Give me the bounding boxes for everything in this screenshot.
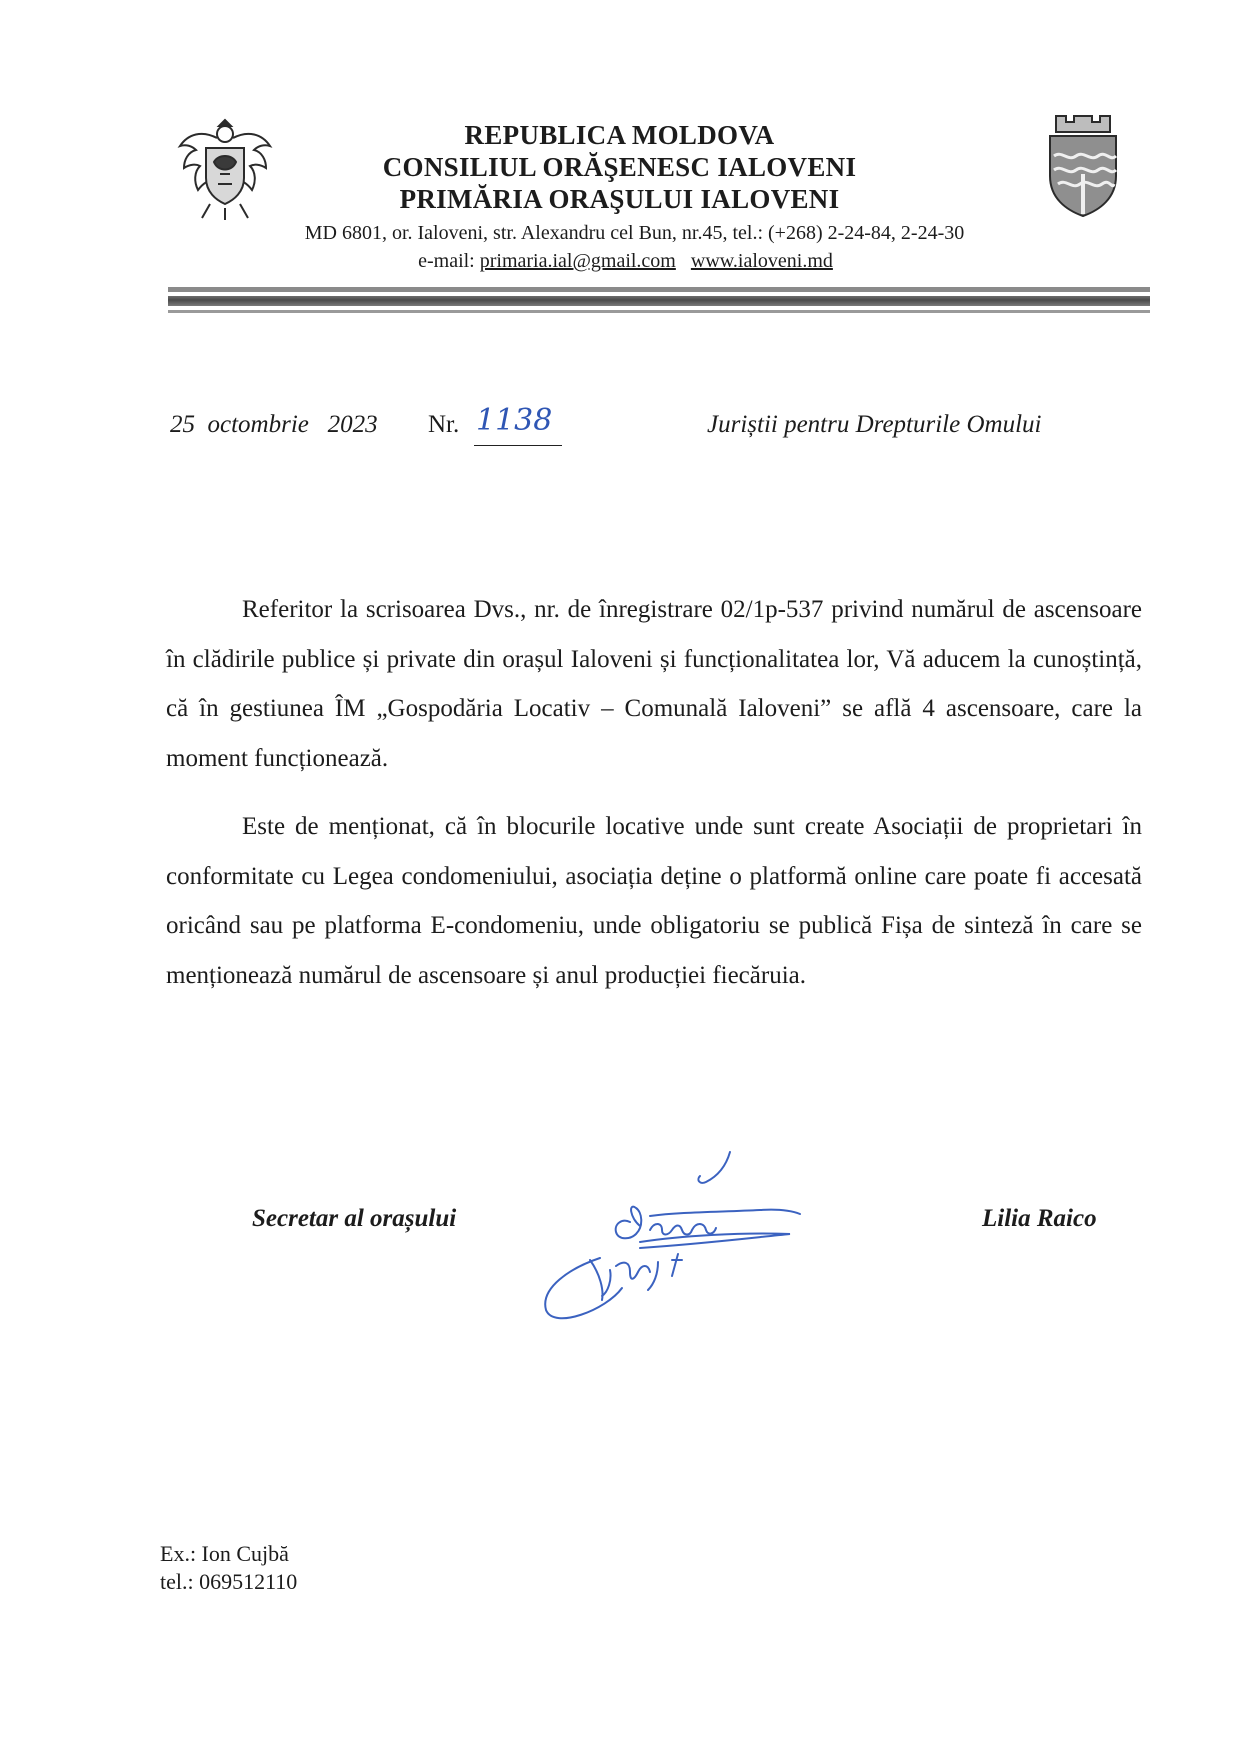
header-republic: REPUBLICA MOLDOVA [464, 120, 775, 150]
nr-label: Nr. [428, 411, 460, 438]
email-link[interactable]: primaria.ial@gmail.com [479, 250, 676, 272]
header-divider-top [168, 287, 1150, 292]
header-divider-main [168, 296, 1150, 306]
executor-name: Ex.: Ion Cujbă [160, 1541, 289, 1566]
letter-recipient: Juriștii pentru Drepturile Omului [707, 411, 1042, 438]
website-link[interactable]: www.ialoveni.md [690, 250, 833, 272]
body-paragraph-1: Referitor la scrisoarea Dvs., nr. de înregistrare 02/1p-537 privind numărul de ascensoare în clădirile publice și private din orașul Ialoveni și funcționalitatea lor, Vă aducem la cunoștință, că în gestiunea ÎM „Gospodăria Locativ – Comunală Ialoveni” se află 4 ascensoare, care la moment funcționează. [166, 596, 1142, 772]
header-mayoralty: PRIMĂRIA ORAŞULUI IALOVENI [399, 184, 840, 214]
header-contacts [0, 249, 1239, 273]
signatory-name: Lilia Raico [982, 1205, 1097, 1232]
executor-phone: tel.: 069512110 [160, 1569, 298, 1594]
registration-number-underline [474, 445, 562, 446]
header-council: CONSILIUL ORĂŞENESC IALOVENI [382, 152, 857, 182]
header-divider-bottom [168, 310, 1150, 313]
signatory-role: Secretar al orașului [252, 1205, 457, 1232]
header-address: MD 6801, or. Ialoveni, str. Alexandru cel Bun, nr.45, tel.: (+268) 2-24-84, 2-24-30 [304, 222, 965, 244]
email-label: e-mail: [418, 250, 475, 272]
body-paragraph-2: Este de menționat, că în blocurile locative unde sunt create Asociații de proprietari în conformitate cu Legea condomeniului, asociația deține o platformă online care poate fi accesată oricând sau pe platforma E-condomeniu, unde obligatoriu se publică Fișa de sinteză în care se menționează numărul de ascensoare și anul producției fiecăruia. [166, 813, 1142, 989]
letter-date: 25 octombrie 2023 [170, 411, 378, 438]
handwritten-signature [500, 1150, 850, 1330]
registration-number-handwritten: 1138 [476, 403, 553, 438]
